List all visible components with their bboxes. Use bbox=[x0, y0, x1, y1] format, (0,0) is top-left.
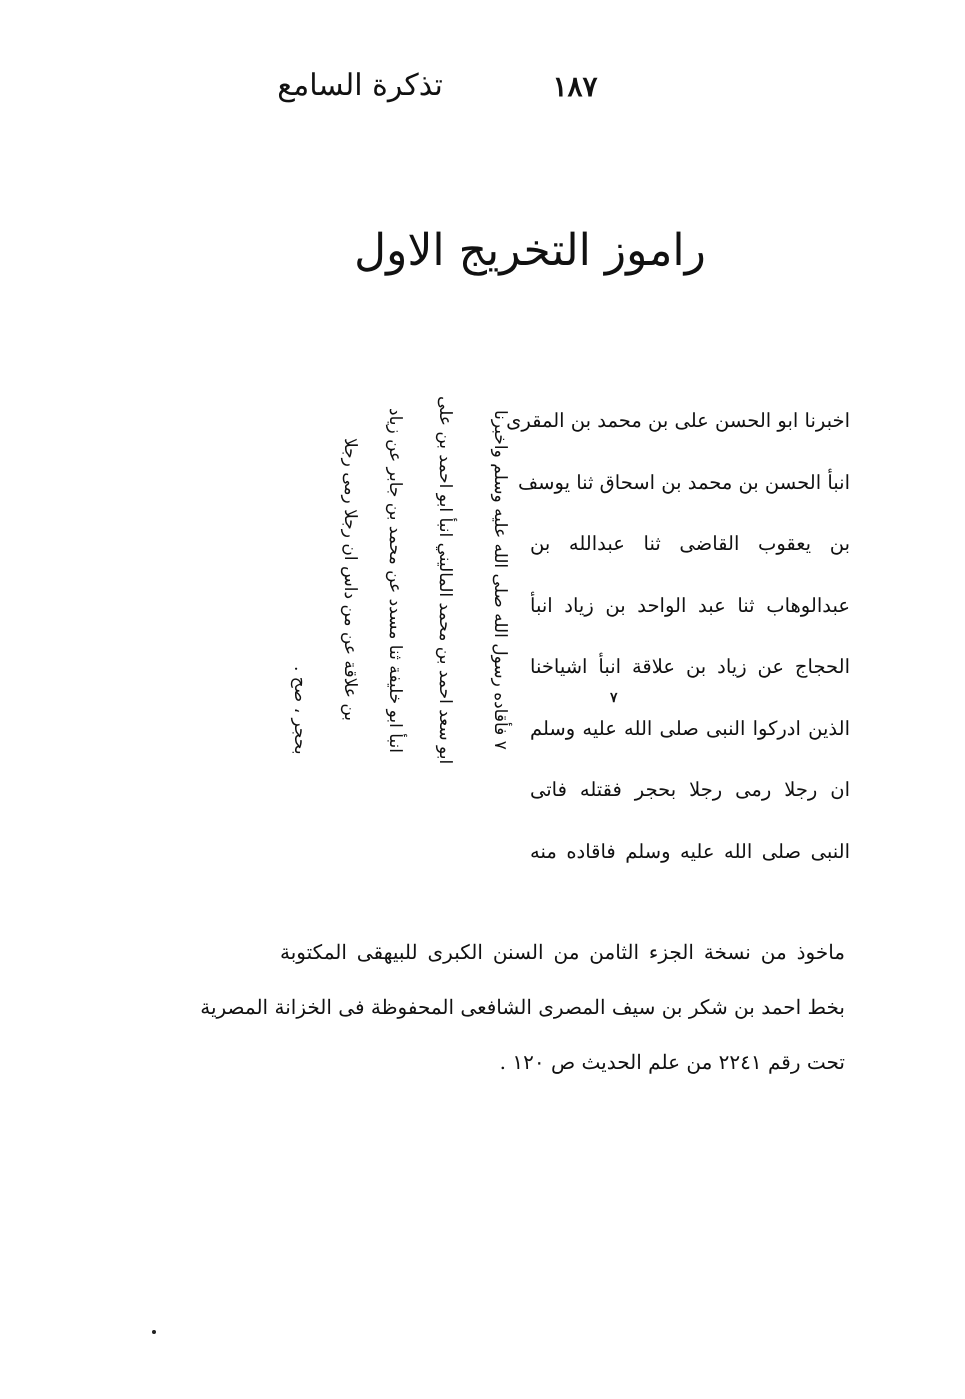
main-text-line: الحجاج عن زياد بن علاقة انبأ اشياخنا bbox=[530, 655, 850, 678]
running-title: تذكرة السامع bbox=[277, 68, 443, 103]
main-text-line: اخبرنا ابو الحسن على بن محمد بن المقرى bbox=[506, 409, 850, 432]
source-footnote bbox=[200, 925, 845, 1090]
marginal-note-line: بحجر ، صح . bbox=[290, 665, 310, 755]
marginal-note-line: ابو سعد احمد بن محمد الماليني انبأ ابو احمد بن على bbox=[435, 395, 455, 765]
main-text-block bbox=[506, 390, 850, 882]
main-text-line: عبدالوهاب ثنا عبد الواحد بن زياد انبأ bbox=[530, 593, 850, 617]
scan-speck bbox=[152, 1330, 156, 1334]
main-text-line: انبأ الحسن بن محمد بن اسحاق ثنا يوسف bbox=[517, 470, 850, 494]
plate-title: راموز التخريج الاول bbox=[354, 225, 706, 276]
main-text-line: ان رجلا رمى رجلا بحجر فقتله فاتى bbox=[530, 778, 850, 801]
marginal-note-line: بن علاقة عن من داس ان رجلا رمى رجلا bbox=[340, 438, 360, 722]
main-text-line: النبى صلى الله عليه وسلم فاقاده منه bbox=[530, 839, 850, 863]
page-number: ١٨٧ bbox=[552, 70, 598, 103]
marginal-note bbox=[285, 385, 530, 780]
superscript-mark: ٧ bbox=[610, 690, 618, 706]
marginal-note-line: انبأ ابو خليفة ثنا مسدد عن محمد بن جابر عن زياد bbox=[385, 407, 405, 753]
footnote-line: تحت رقم ٢٢٤١ من علم الحديث ص ١٢٠ . bbox=[499, 1050, 845, 1074]
footnote-line: ماخوذ من نسخة الجزء الثامن من السنن الكبرى للبيهقى المكتوبة bbox=[280, 940, 845, 964]
marginal-note-line: ٧ فأقاده رسول الله صلى الله عليه وسلم واخبرنا bbox=[490, 410, 510, 750]
footnote-line: بخط احمد بن شكر بن سيف المصرى الشافعى المحفوظة فى الخزانة المصرية bbox=[200, 995, 845, 1019]
main-text-line: الذين ادركوا النبى صلى الله عليه وسلم bbox=[530, 716, 850, 740]
main-text-line: بن يعقوب القاضى ثنا عبدالله بن bbox=[530, 532, 850, 555]
